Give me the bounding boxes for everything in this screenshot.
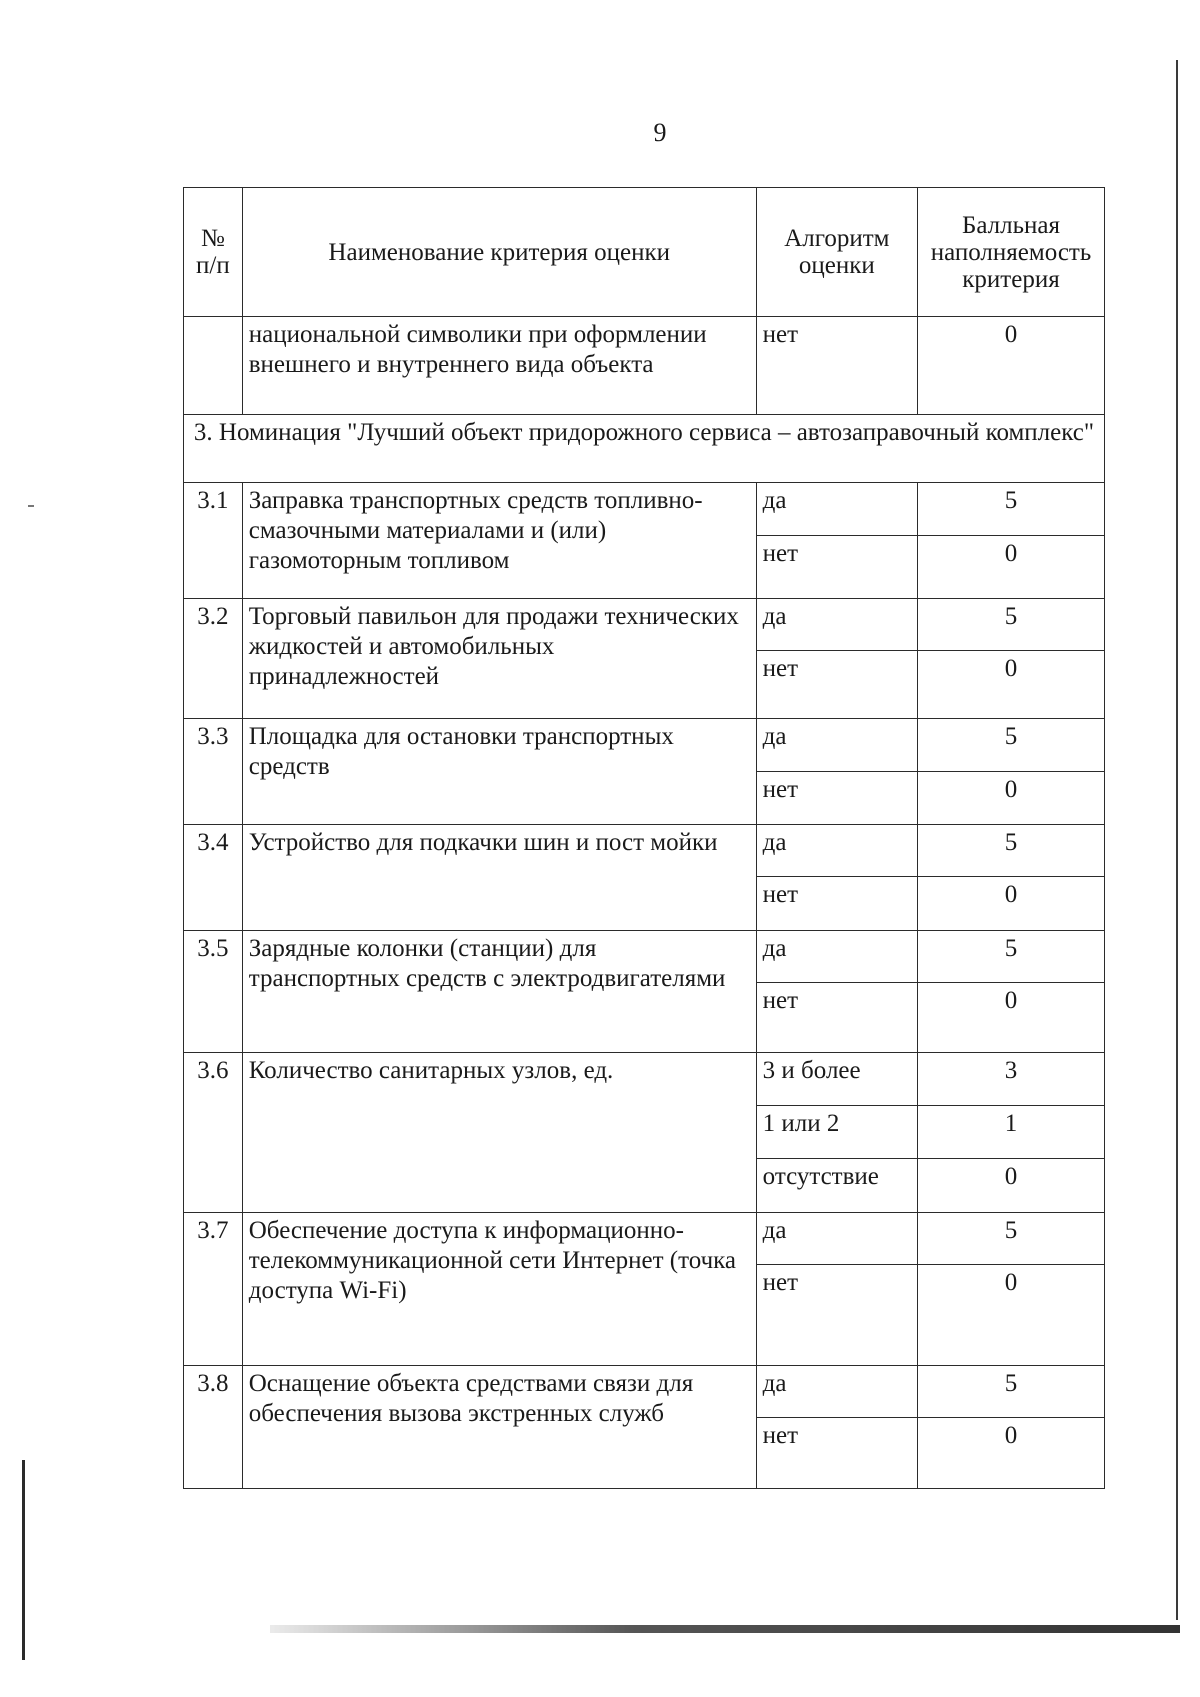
algorithm-value: да [756, 599, 917, 651]
score-value: 5 [918, 931, 1105, 983]
table-row [184, 825, 1105, 877]
header-number: № п/п [184, 188, 243, 317]
row-number [184, 317, 243, 415]
table-row [184, 1053, 1105, 1106]
algorithm-value: 3 и более [756, 1053, 917, 1106]
score-value: 0 [918, 317, 1105, 415]
algorithm-value: нет [756, 1265, 917, 1366]
algorithm-value: нет [756, 651, 917, 719]
row-number: 3.1 [184, 483, 243, 599]
algorithm-value: да [756, 825, 917, 877]
algorithm-value: нет [756, 983, 917, 1053]
row-number: 3.6 [184, 1053, 243, 1213]
header-algorithm: Алгоритм оценки [756, 188, 917, 317]
criteria-table [183, 187, 1105, 1489]
score-value: 5 [918, 719, 1105, 772]
scan-edge-bottom [270, 1625, 1180, 1633]
criterion-text: Устройство для подкачки шин и пост мойки [242, 825, 756, 931]
score-value: 3 [918, 1053, 1105, 1106]
score-value: 0 [918, 877, 1105, 931]
score-value: 0 [918, 1418, 1105, 1489]
section-title: 3. Номинация "Лучший объект придорожного сервиса – автозаправочный комплекс" [184, 415, 1105, 483]
score-value: 0 [918, 1265, 1105, 1366]
algorithm-value: да [756, 483, 917, 536]
algorithm-value: нет [756, 1418, 917, 1489]
algorithm-value: нет [756, 877, 917, 931]
header-score: Балльная наполняемость критерия [918, 188, 1105, 317]
table-row [184, 599, 1105, 651]
criterion-text: Обеспечение доступа к информационно-телекоммуникационной сети Интернет (точка доступа Wi-Fi) [242, 1213, 756, 1366]
continued-row [184, 317, 1105, 415]
score-value: 0 [918, 536, 1105, 599]
algorithm-value: нет [756, 536, 917, 599]
table-row [184, 1366, 1105, 1418]
row-number: 3.4 [184, 825, 243, 931]
algorithm-value: да [756, 931, 917, 983]
algorithm-value: нет [756, 772, 917, 825]
algorithm-value: нет [756, 317, 917, 415]
algorithm-value: да [756, 719, 917, 772]
score-value: 5 [918, 1366, 1105, 1418]
criterion-text: Площадка для остановки транспортных средств [242, 719, 756, 825]
table-row [184, 483, 1105, 536]
score-value: 1 [918, 1106, 1105, 1159]
table-row [184, 931, 1105, 983]
criterion-text: Заправка транспортных средств топливно-смазочными материалами и (или) газомоторным топливом [242, 483, 756, 599]
score-value: 5 [918, 483, 1105, 536]
scan-speck [28, 505, 34, 507]
score-value: 0 [918, 651, 1105, 719]
row-number: 3.3 [184, 719, 243, 825]
criterion-text: Зарядные колонки (станции) для транспортных средств с электродвигателями [242, 931, 756, 1053]
row-number: 3.7 [184, 1213, 243, 1366]
table-row [184, 1213, 1105, 1265]
criterion-text: Торговый павильон для продажи технических жидкостей и автомобильных принадлежностей [242, 599, 756, 719]
score-value: 5 [918, 599, 1105, 651]
section-row [184, 415, 1105, 483]
table-row [184, 719, 1105, 772]
score-value: 5 [918, 1213, 1105, 1265]
criterion-text: Количество санитарных узлов, ед. [242, 1053, 756, 1213]
table-header-row [184, 188, 1105, 317]
scan-edge-right [1176, 60, 1178, 1620]
row-number: 3.2 [184, 599, 243, 719]
algorithm-value: 1 или 2 [756, 1106, 917, 1159]
algorithm-value: отсутствие [756, 1159, 917, 1213]
score-value: 0 [918, 983, 1105, 1053]
row-number: 3.8 [184, 1366, 243, 1489]
score-value: 5 [918, 825, 1105, 877]
score-value: 0 [918, 772, 1105, 825]
page-number: 9 [653, 118, 667, 147]
criterion-text: Оснащение объекта средствами связи для обеспечения вызова экстренных служб [242, 1366, 756, 1489]
header-criterion: Наименование критерия оценки [242, 188, 756, 317]
algorithm-value: да [756, 1213, 917, 1265]
score-value: 0 [918, 1159, 1105, 1213]
scan-edge-left [22, 1460, 25, 1660]
row-number: 3.5 [184, 931, 243, 1053]
algorithm-value: да [756, 1366, 917, 1418]
criterion-text: национальной символики при оформлении внешнего и внутреннего вида объекта [242, 317, 756, 415]
